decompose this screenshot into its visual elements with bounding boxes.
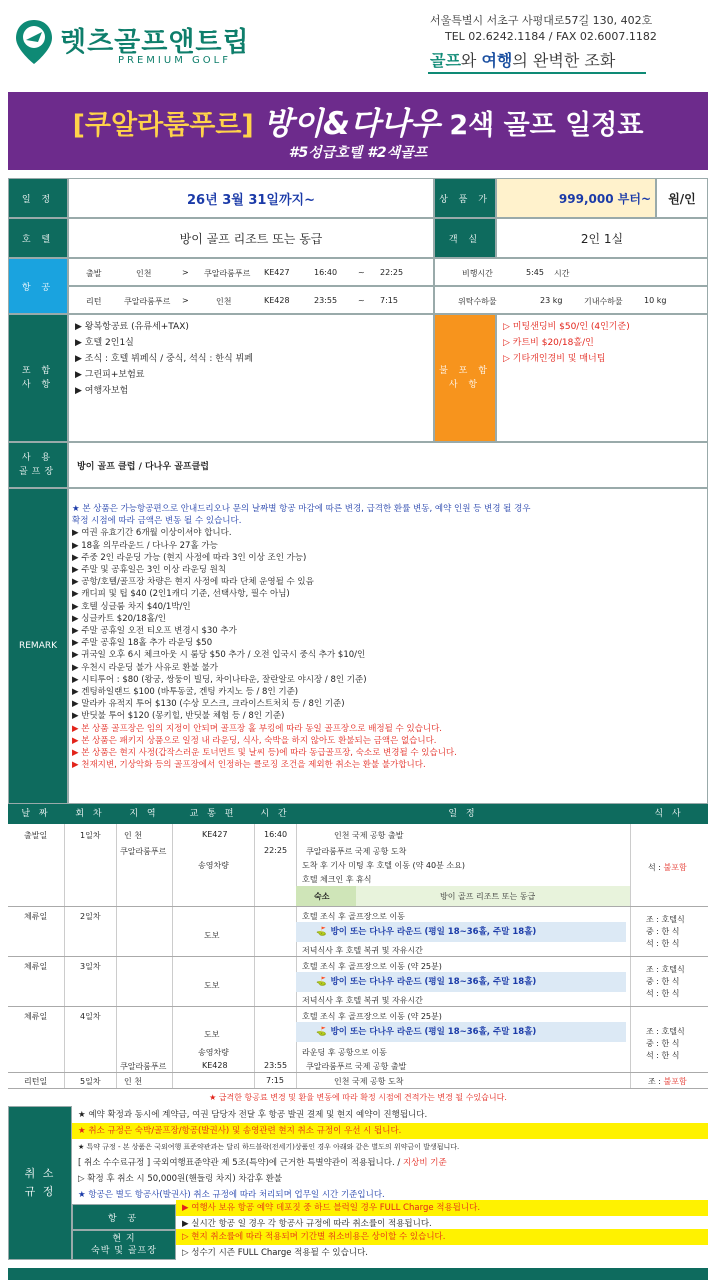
day1-car: 송영차량 <box>198 861 229 870</box>
course-label: 사 용 골프장 <box>8 442 68 488</box>
day1-plan-4: 호텔 체크인 후 휴식 <box>302 875 372 884</box>
exclude-list <box>496 314 708 442</box>
remark-item: ▶ 시티투어 : $80 (왕궁, 쌍둥이 빌딩, 차이나타운, 잘란알로 야시장 / 8인 기준) <box>72 674 367 685</box>
brand-logo-pin-icon <box>14 18 54 66</box>
baggage-value: 23 kg <box>540 296 563 305</box>
carry-label: 기내수하물 <box>584 297 623 306</box>
day5-number: 5일차 <box>80 1077 101 1086</box>
ret-tilde: ~ <box>358 296 365 305</box>
brand-name: 렛츠골프앤트립 <box>60 27 250 58</box>
remark-item: ▶ 주중 2인 라운딩 가능 (현지 사정에 따라 3인 이상 조인 가능) <box>72 552 307 563</box>
hotel-label: 호 텔 <box>8 218 68 258</box>
day4-region: 쿠알라룸푸르 <box>120 1062 167 1071</box>
dep-time-end: 22:25 <box>380 268 404 277</box>
day3-plan-3: 저녁식사 후 호텔 복귀 및 자유시간 <box>302 996 423 1005</box>
day4-flight: KE428 <box>202 1061 228 1070</box>
day1-plan-2: 쿠알라룸푸르 국제 공항 도착 <box>306 847 407 856</box>
price-value: 999,000 부터~ <box>496 178 656 218</box>
golf-flag-icon: ⛳ <box>316 977 327 987</box>
baggage-label: 위탁수하물 <box>458 297 497 306</box>
cancel-air-1: ▶ 여행사 보유 항공 예약 데포짓 중 하드 블럭일 경우 FULL Charge 적용됩니다. <box>176 1200 708 1216</box>
day3-meal-2: 중 : 한 식 <box>646 977 680 986</box>
remark-list <box>72 503 704 771</box>
ret-flight: KE428 <box>264 296 290 305</box>
include-item: ▶ 왕복항공료 (유류세+TAX) <box>75 322 189 332</box>
remark-item: 확정 시점에 따라 금액은 변동 될 수 있습니다. <box>72 516 242 527</box>
cancel-local-1: ▷ 현지 취소률에 따라 적용되며 기간별 취소비용은 상이할 수 있습니다. <box>176 1229 708 1245</box>
day4-meal-3: 석 : 한 식 <box>646 1051 680 1060</box>
cancel-rule-3: ★ 특약 규정 - 본 상품은 국외여행 표준약관과는 달리 하드블락(전세기)상품인 경우 아래와 같은 별도의 위약금이 발생됩니다. <box>78 1143 460 1151</box>
day1-flight: KE427 <box>202 830 228 839</box>
dep-tilde: ~ <box>358 268 365 277</box>
brand-subtitle: PREMIUM GOLF <box>118 55 231 66</box>
exclude-item: ▷ 카트비 $20/18홀/인 <box>503 338 594 348</box>
ret-to: 인천 <box>216 297 232 306</box>
day5-plan-1: 인천 국제 공항 도착 <box>334 1077 404 1086</box>
day4-transport-car: 송영차량 <box>198 1048 229 1057</box>
day4-number: 4일차 <box>80 1012 101 1021</box>
ret-time-end: 7:15 <box>380 296 398 305</box>
price-unit: 원/인 <box>656 178 708 218</box>
include-item: ▶ 조식 : 호텔 뷔페식 / 중식, 석식 : 한식 뷔페 <box>75 354 253 364</box>
exclude-label: 불 포 함 사 항 <box>434 314 496 442</box>
day2-plan-1: 호텔 조식 후 골프장으로 이동 <box>302 912 405 921</box>
company-address: 서울특별시 서초구 사평대로57길 130, 402호 <box>430 14 653 27</box>
day2-number: 2일차 <box>80 912 101 921</box>
include-item: ▶ 그린피+보험료 <box>75 370 145 380</box>
footer-bar <box>8 1268 708 1280</box>
remark-item: ▶ 본 상품 골프장은 임의 지정이 안되며 골프장 홀 부킹에 따라 동일 골프장으로 배정될 수 있습니다. <box>72 723 442 734</box>
hotel-value: 방이 골프 리조트 또는 동급 <box>68 218 434 258</box>
day3-transport: 도보 <box>204 981 220 990</box>
day5-date: 리턴일 <box>24 1077 48 1086</box>
flight-label: 항 공 <box>8 258 68 314</box>
cancel-local-label: 현 지 숙박 및 골프장 <box>72 1230 176 1260</box>
day1-time-1: 16:40 <box>264 830 288 839</box>
sched-header-plan: 일 정 <box>296 804 630 824</box>
golf-flag-icon: ⛳ <box>316 1027 327 1037</box>
period-value: 26년 3월 31일까지~ <box>68 178 434 218</box>
course-value: 방이 골프 클럽 / 다나우 골프클럽 <box>68 442 708 488</box>
remark-item: ▶ 겐팅하일랜드 $100 (바투동굴, 겐팅 카지노 등 / 8인 기준) <box>72 687 299 698</box>
day3-date: 체류일 <box>24 962 48 971</box>
flight-time-value: 5:45 <box>526 268 544 277</box>
day3-number: 3일차 <box>80 962 101 971</box>
include-item: ▶ 여행자보험 <box>75 386 129 396</box>
cancel-label: 취 소 규 정 <box>8 1106 72 1260</box>
tagline-underline <box>428 72 646 74</box>
day4-plan-3: 라운딩 후 공항으로 이동 <box>302 1048 387 1057</box>
dep-flight: KE427 <box>264 268 290 277</box>
dep-from: 인천 <box>136 269 152 278</box>
period-label: 일 정 <box>8 178 68 218</box>
day2-golf-bar: ⛳ 방이 또는 다나우 라운드 (평일 18~36홀, 주말 18홀) <box>296 922 626 942</box>
page-title: [쿠알라룸푸르] 방이&다나우 2색 골프 일정표 <box>72 106 644 142</box>
day5-time: 7:15 <box>266 1076 284 1085</box>
day2-meal-2: 중 : 한 식 <box>646 927 680 936</box>
cancel-local-2: ▷ 성수기 시즌 FULL Charge 적용될 수 있습니다. <box>182 1248 368 1258</box>
day5-meal: 조 : 불포함 <box>648 1077 687 1086</box>
sched-header-time: 시 간 <box>254 804 296 824</box>
day1-number: 1일차 <box>80 831 101 840</box>
day2-transport: 도보 <box>204 931 220 940</box>
flight-time-label: 비행시간 <box>462 269 493 278</box>
exclude-item: ▷ 미팅샌딩비 $50/인 (4인기준) <box>503 322 630 332</box>
include-item: ▶ 호텔 2인1실 <box>75 338 134 348</box>
day1-stay-label: 숙소 <box>314 892 330 901</box>
day2-plan-3: 저녁식사 후 호텔 복귀 및 자유시간 <box>302 946 423 955</box>
remark-item: ▶ 본 상품은 현지 사정(갑작스러운 토너먼트 및 날씨 등)에 따라 동급골프장, 숙소로 변경될 수 있습니다. <box>72 748 457 759</box>
cancel-rule-1: ★ 예약 확정과 동시에 계약금, 여권 담당자 전달 후 항공 발권 결제 및 현지 예약이 진행됩니다. <box>78 1110 428 1120</box>
remark-item: ▶ 반딧불 투어 $120 (몽키힐, 반딧불 체험 등 / 8인 기준) <box>72 711 285 722</box>
sched-header-transport: 교 통 편 <box>172 804 254 824</box>
include-list <box>68 314 434 442</box>
price-label: 상 품 가 <box>434 178 496 218</box>
day1-meal: 석 : 불포함 <box>648 863 687 872</box>
day2-meal-1: 조 : 호텔식 <box>646 915 685 924</box>
room-value: 2인 1실 <box>496 218 708 258</box>
day4-meal-2: 중 : 한 식 <box>646 1039 680 1048</box>
company-contact: TEL 02.6242.1184 / FAX 02.6007.1182 <box>445 30 657 43</box>
day2-date: 체류일 <box>24 912 48 921</box>
day1-stay-value: 방이 골프 리조트 또는 동급 <box>440 892 536 901</box>
day4-plan-4: 쿠알라룸푸르 국제 공항 출발 <box>306 1062 407 1071</box>
remark-item: ★ 본 상품은 가능항공편으로 안내드리오나 문의 날짜별 항공 마감에 따른 변경, 급격한 환률 변동, 예약 인원 등 변경 될 경우 <box>72 504 531 514</box>
room-label: 객 실 <box>434 218 496 258</box>
day3-meal-3: 석 : 한 식 <box>646 989 680 998</box>
day4-golf-bar: ⛳ 방이 또는 다나우 라운드 (평일 18~36홀, 주말 18홀) <box>296 1022 626 1042</box>
day2-meal-3: 석 : 한 식 <box>646 939 680 948</box>
remark-item: ▶ 호텔 싱글룸 차지 $40/1박/인 <box>72 601 191 612</box>
remark-item: ▶ 주말 및 공휴일은 3인 이상 라운딩 원칙 <box>72 565 227 576</box>
day1-region-2: 쿠알라룸푸르 <box>120 847 167 856</box>
remark-item: ▶ 귀국일 오후 6시 체크아웃 시 룸당 $50 추가 / 오전 입국시 중식 추가 $10/인 <box>72 650 366 661</box>
day4-time: 23:55 <box>264 1061 288 1070</box>
ret-arrow: > <box>182 296 189 305</box>
remark-item: ▶ 본 상품은 패키지 상품으로 일정 내 라운딩, 식사, 숙박을 하지 않아도 환불되는 금액은 없습니다. <box>72 735 437 746</box>
remark-item: ▶ 18홀 의무라운드 / 다나우 27홀 가능 <box>72 540 218 551</box>
cancel-rule-4: [ 취소 수수료규정 ] 국외여행표준약관 제 5조(특약)에 근거한 특별약관이 적용됩니다. / 지상비 기준 <box>78 1158 447 1168</box>
day3-meal-1: 조 : 호텔식 <box>646 965 685 974</box>
ret-time-start: 23:55 <box>314 296 338 305</box>
dep-type: 출발 <box>86 269 102 278</box>
include-label: 포 함 사 항 <box>8 314 68 442</box>
ret-from: 쿠알라룸푸르 <box>124 297 171 306</box>
remark-item: ▶ 천재지변, 기상악화 등의 골프장에서 인정하는 클로징 조건을 제외한 취소는 환불 불가합니다. <box>72 760 426 771</box>
sched-header-meal: 식 사 <box>630 804 708 824</box>
schedule-note: ★ 급격한 항공료 변경 및 환율 변동에 따라 확정 시점에 견적가는 변경 될 수있습니다. <box>209 1093 507 1102</box>
tagline: 골프와 여행의 완벽한 조화 <box>430 51 616 70</box>
day4-transport-walk: 도보 <box>204 1030 220 1039</box>
carry-value: 10 kg <box>644 296 667 305</box>
exclude-item: ▷ 기타개인경비 및 매너팁 <box>503 354 606 364</box>
dep-arrow: > <box>182 268 189 277</box>
title-hashtags: #5성급호텔 #2색골프 <box>288 145 428 161</box>
cancel-air-2: ▶ 실시간 항공 일 경우 각 항공사 규정에 따라 취소률이 적용됩니다. <box>182 1219 432 1229</box>
ret-type: 리턴 <box>86 297 102 306</box>
day4-date: 체류일 <box>24 1012 48 1021</box>
flight-time-unit: 시간 <box>554 269 570 278</box>
day1-plan-3: 도착 후 기사 미팅 후 호텔 이동 (약 40분 소요) <box>302 861 465 870</box>
day1-time-2: 22:25 <box>264 846 288 855</box>
remark-item: ▶ 우천시 라운딩 불가 사유로 환불 불가 <box>72 662 218 673</box>
remark-label: REMARK <box>8 488 68 804</box>
remark-item: ▶ 여권 유효기간 6개월 이상이셔야 합니다. <box>72 528 232 539</box>
cancel-rule-5: ▷ 확정 후 취소 시 50,000원(핸들링 차지) 차감후 환불 <box>78 1174 283 1184</box>
day4-meal-1: 조 : 호텔식 <box>646 1027 685 1036</box>
day3-plan-1: 호텔 조식 후 골프장으로 이동 (약 25분) <box>302 962 442 971</box>
day4-plan-1: 호텔 조식 후 골프장으로 이동 (약 25분) <box>302 1012 442 1021</box>
sched-header-day: 회 차 <box>64 804 116 824</box>
remark-item: ▶ 캐디피 및 팁 $40 (2인1캐디 기준, 선택사항, 필수 아님) <box>72 589 290 600</box>
remark-item: ▶ 주말 공휴일 18홀 추가 라운딩 $50 <box>72 638 213 649</box>
cancel-rule-2: ★ 취소 규정은 숙박/골프장/항공(발권사) 및 송영관련 현지 취소 규정이 우선 시 됩니다. <box>72 1123 708 1139</box>
day1-date: 출발일 <box>24 831 48 840</box>
cancel-rule-6: ★ 항공은 별도 항공사(발권사) 취소 규정에 따라 처리되며 업무일 시간 기준입니다. <box>78 1190 385 1200</box>
dep-to: 쿠알라룸푸르 <box>204 269 251 278</box>
day1-region-1: 인 천 <box>124 831 142 840</box>
day1-plan-1: 인천 국제 공항 출발 <box>334 831 404 840</box>
remark-item: ▶ 싱글카트 $20/18홀/인 <box>72 613 166 624</box>
golf-flag-icon: ⛳ <box>316 927 327 937</box>
cancel-air-label: 항 공 <box>72 1204 176 1230</box>
day5-region: 인 천 <box>124 1077 142 1086</box>
remark-item: ▶ 주말 공휴일 오전 티오프 변경시 $30 추가 <box>72 626 237 637</box>
sched-header-region: 지 역 <box>116 804 172 824</box>
dep-time-start: 16:40 <box>314 268 338 277</box>
day3-golf-bar: ⛳ 방이 또는 다나우 라운드 (평일 18~36홀, 주말 18홀) <box>296 972 626 992</box>
remark-item: ▶ 공항/호텔/골프장 차량은 현지 사정에 따라 단체 운영될 수 있음 <box>72 577 314 588</box>
sched-header-date: 날 짜 <box>8 804 64 824</box>
remark-item: ▶ 말라카 유적지 투어 $130 (수상 모스크, 크라이스트처치 등 / 8인 기준) <box>72 699 345 710</box>
